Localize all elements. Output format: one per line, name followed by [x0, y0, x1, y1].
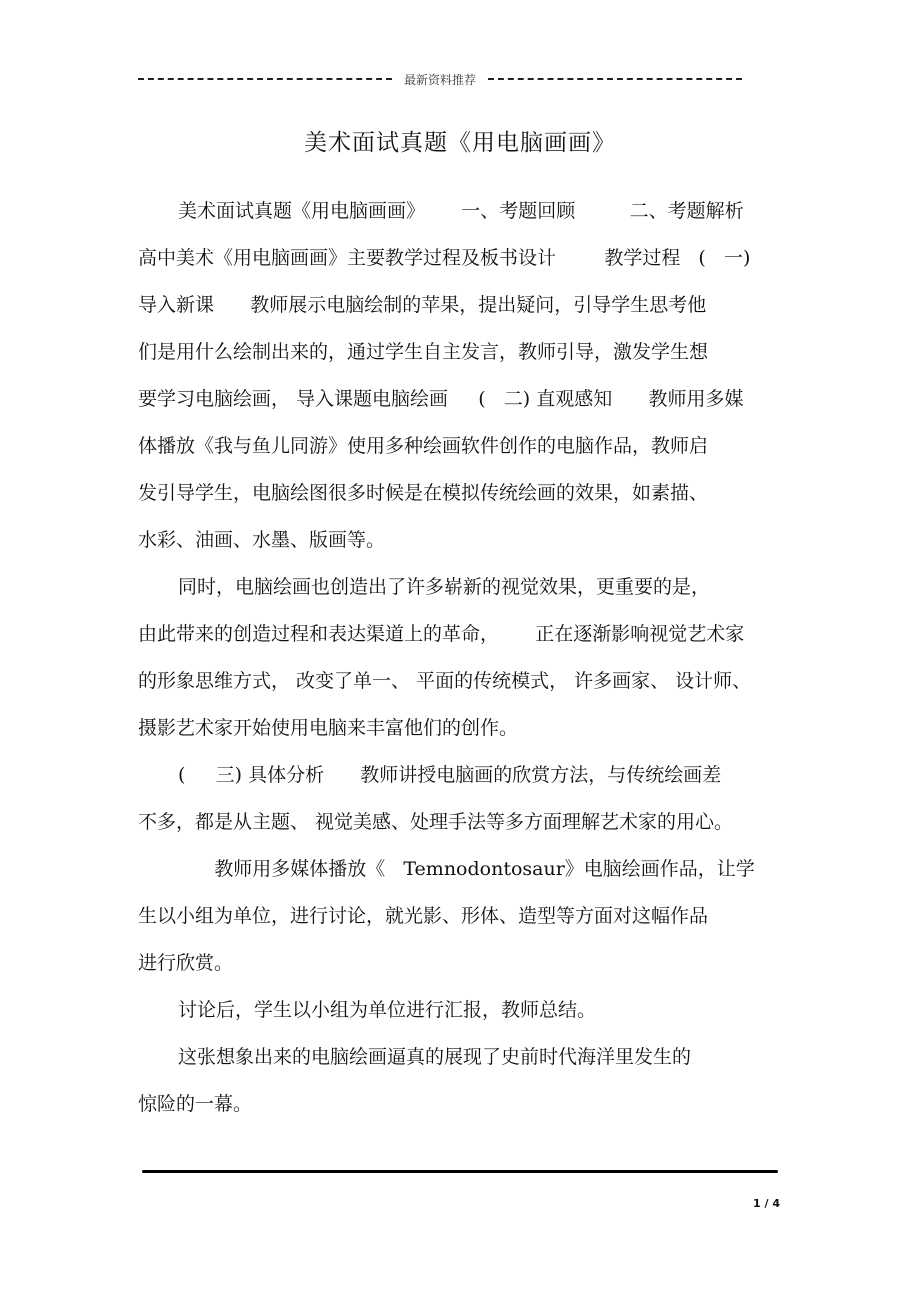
- body-line: 体播放《我与鱼儿同游》使用多种绘画软件创作的电脑作品，教师启: [138, 435, 709, 457]
- body-line: 的形象思维方式， 改变了单一、 平面的传统模式， 许多画家、 设计师、: [138, 670, 752, 692]
- body-line: 美术面试真题《用电脑画画》 一、考题回顾 二、考题解析: [178, 200, 744, 222]
- body-line: 摄影艺术家开始使用电脑来丰富他们的创作。: [138, 717, 519, 739]
- body-line: 不多，都是从主题、 视觉美感、处理手法等多方面理解艺术家的用心。: [138, 811, 734, 833]
- body-line: 高中美术《用电脑画画》主要教学过程及板书设计 教学过程 ( 一): [138, 247, 751, 269]
- body-line: 要学习电脑绘画， 导入课题电脑绘画 ( 二) 直观感知 教师用多媒: [138, 388, 744, 410]
- document-title: 美术面试真题《用电脑画画》: [304, 130, 616, 156]
- body-line: 由此带来的创造过程和表达渠道上的革命， 正在逐渐影响视觉艺术家: [138, 623, 745, 645]
- body-line: 惊险的一幕。: [138, 1093, 253, 1115]
- body-line: ( 三) 具体分析 教师讲授电脑画的欣赏方法，与传统绘画差: [178, 764, 722, 786]
- document-body: [138, 194, 778, 1121]
- body-line: 导入新课 教师展示电脑绘制的苹果，提出疑问，引导学生思考他: [138, 294, 707, 316]
- body-line: 同时，电脑绘画也创造出了许多崭新的视觉效果，更重要的是，: [178, 576, 711, 598]
- footer-rule: [142, 1170, 778, 1173]
- body-line: 讨论后，学生以小组为单位进行汇报，教师总结。: [178, 999, 597, 1021]
- page-header: [138, 70, 742, 88]
- body-line: 发引导学生，电脑绘图很多时候是在模拟传统绘画的效果，如素描、: [138, 482, 709, 504]
- body-line: 教师用多媒体播放《 Temnodontosaur》电脑绘画作品，让学: [178, 858, 755, 880]
- body-line: 进行欣赏。: [138, 952, 234, 974]
- header-dashed-rule-left: [138, 78, 392, 80]
- body-line: 们是用什么绘制出来的，通过学生自主发言，教师引导，激发学生想: [138, 341, 709, 363]
- body-line: 生以小组为单位，进行讨论，就光影、形体、造型等方面对这幅作品: [138, 905, 709, 927]
- page-number: 1 / 4: [753, 1197, 780, 1210]
- body-line: 这张想象出来的电脑绘画逼真的展现了史前时代海洋里发生的: [178, 1046, 692, 1068]
- body-line: 水彩、油画、水墨、版画等。: [138, 529, 386, 551]
- header-dashed-rule-right: [488, 78, 742, 80]
- header-label: 最新资料推荐: [404, 72, 477, 87]
